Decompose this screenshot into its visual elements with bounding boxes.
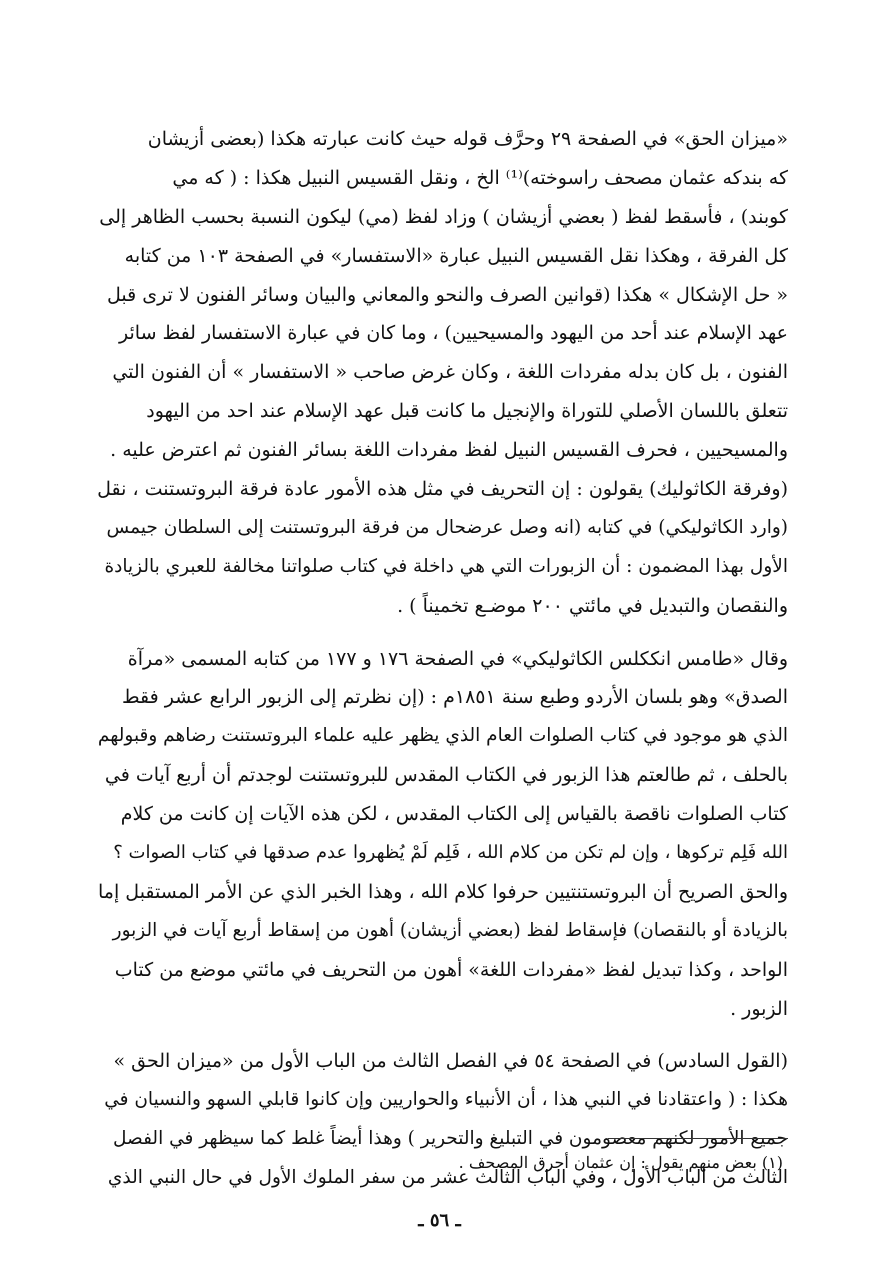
paragraph-2 <box>96 640 788 1029</box>
text-line: كل الفرقة ، وهكذا نقل القسيس النبيل عبارة «الاستفسار» في الصفحة ١٠٣ من كتابه <box>124 244 788 267</box>
text-line: «ميزان الحق» في الصفحة ٢٩ وحرَّف قوله حيث كانت عبارته هكذا (بعضى أزيشان <box>147 128 788 150</box>
text-line: الله فَلِم تركوها ، وإن لم تكن من كلام الله ، فَلِم لَمْ يُظهروا عدم صدقها في كتاب الصوات ؟ <box>113 842 788 864</box>
text-line: بالزيادة أو بالنقصان) فإسقاط لفظ (بعضي أزيشان) أهون من إسقاط أربع آيات في الزبور <box>112 919 788 941</box>
page-body <box>96 120 788 1198</box>
text-line: جميع الأمور لكنهم معصومون في التبليغ والتحرير ) وهذا أيضاً غلط كما سيظهر في الفصل <box>113 1128 788 1150</box>
page-number: ـ ٥٦ ـ <box>418 1210 461 1231</box>
text-line: (القول السادس) في الصفحة ٥٤ في الفصل الثالث من الباب الأول من «ميزان الحق » <box>113 1050 788 1073</box>
footnote: (١) بعض منهم يقول : إن عثمان أحرق المصحف . <box>458 1153 783 1172</box>
text-line: كه بندكه عثمان مصحف راسوخته)⁽¹⁾ الخ ، ونقل القسيس النبيل هكذا : ( كه مي <box>172 166 788 189</box>
text-line: هكذا : ( واعتقادنا في النبي هذا ، أن الأنبياء والحواريين وإن كانوا قابلي السهو والنسيان في <box>104 1089 788 1111</box>
text-line: (وارد الكاثوليكي) في كتابه (انه وصل عرضحال من فرقة البروتستنت إلى السلطان جيمس <box>106 516 788 538</box>
paragraph-gap <box>96 626 788 640</box>
paragraph-gap <box>96 1028 788 1042</box>
text-line: الثالث من الباب الأول ، وفي الباب الثالث عشر من سفر الملوك الأول في حال النبي الذي <box>107 1167 788 1189</box>
text-line: (وفرقة الكاثوليك) يقولون : إن التحريف في مثل هذه الأمور عادة فرقة البروتستنت ، نقل <box>97 478 788 501</box>
text-line: « حل الإشكال » هكذا (قوانين الصرف والنحو والمعاني والبيان وسائر الفنون لا ترى قبل <box>107 283 788 306</box>
text-line: كوبند) ، فأسقط لفظ ( بعضي أزيشان ) وزاد لفظ (مي) ليكون النسبة بحسب الظاهر إلى <box>99 205 788 228</box>
text-line: الفنون ، بل كان بدله مفردات اللغة ، وكان غرض صاحب « الاستفسار » أن الفنون التي <box>112 361 788 384</box>
text-line: تتعلق باللسان الأصلي للتوراة والإنجيل ما كانت قبل عهد الإسلام عند احد من اليهود <box>146 400 788 423</box>
text-line: الزبور . <box>730 997 788 1020</box>
text-line: عهد الإسلام عند أحد من اليهود والمسيحيين) ، وما كان في عبارة الاستفسار لفظ سائر <box>119 322 788 345</box>
text-line: وقال «طامس انككلس الكاثوليكي» في الصفحة ١٧٦ و ١٧٧ من كتابه المسمى «مرآة <box>127 647 788 670</box>
text-line: الواحد ، وكذا تبديل لفظ «مفردات اللغة» أهون من التحريف في مائتي موضع من كتاب <box>114 958 788 981</box>
text-line: والمسيحيين ، فحرف القسيس النبيل لفظ مفردات اللغة بسائر الفنون ثم اعترض عليه . <box>110 439 788 462</box>
footnote-divider <box>608 1138 788 1139</box>
text-line: الأول بهذا المضمون : أن الزبورات التي هي داخلة في كتاب صلواتنا مخالفة للعبري بالزيادة <box>104 555 788 577</box>
text-line: والحق الصريح أن البروتستنتيين حرفوا كلام الله ، وهذا الخبر الذي عن الأمر المستقبل إما <box>98 880 788 903</box>
paragraph-1 <box>96 120 788 626</box>
text-line: كتاب الصلوات ناقصة بالقياس إلى الكتاب المقدس ، لكن هذه الآيات إن كانت من كلام <box>120 803 788 826</box>
text-line: والنقصان والتبديل في مائتي ٢٠٠ موضـع تخميناً ) . <box>397 594 788 617</box>
text-line: الصدق» وهو بلسان الأردو وطبع سنة ١٨٥١م : (إن نظرتم إلى الزبور الرابع عشر فقط <box>121 686 788 709</box>
text-line: الذي هو موجود في كتاب الصلوات العام الذي يظهر عليه علماء البروتستنت رضاهم وقبولهم <box>97 725 788 747</box>
text-line: بالحلف ، ثم طالعتم هذا الزبور في الكتاب المقدس للبروتستنت لوجدتم أن أربع آيات في <box>104 764 788 787</box>
